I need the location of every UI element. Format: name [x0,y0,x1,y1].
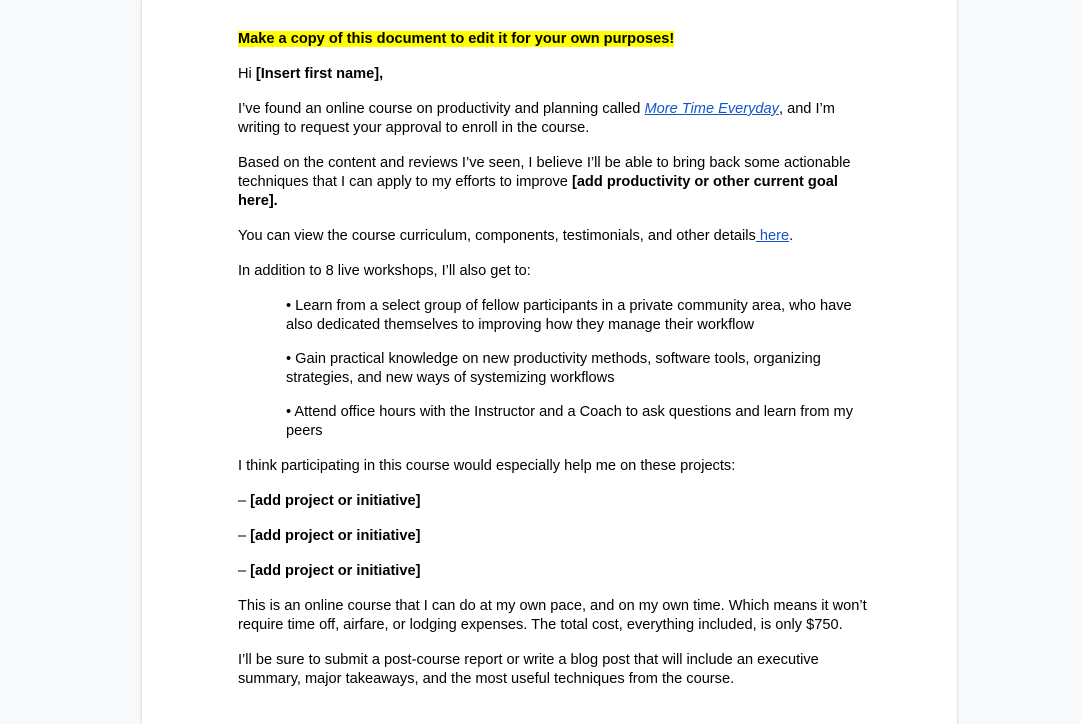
list-item: • Attend office hours with the Instructor and a Coach to ask questions and learn from my peers [286,404,854,439]
greeting-text: Hi [238,66,256,82]
list-item: • Gain practical knowledge on new productivity methods, software tools, organizing strategies, and new ways of systemizing workflows [286,351,821,386]
document-body[interactable] [238,30,868,705]
goal-placeholder: [add productivity or other current goal here]. [238,174,838,209]
project-dash: – [238,528,251,544]
report-paragraph: I’ll be sure to submit a post-course report or write a blog post that will include an executive summary, major takeaways, and the most useful techniques from the course. [238,652,819,687]
workshops-paragraph: In addition to 8 live workshops, I’ll also get to: [238,263,531,279]
notice-paragraph [238,30,868,49]
list-item: • Learn from a select group of fellow participants in a private community area, who have also dedicated themselves to improving how they manage their workflow [286,298,852,333]
benefits-list [286,297,866,441]
goal-paragraph [238,154,868,211]
course-link[interactable]: More Time Everyday [644,101,779,117]
project-placeholder: [add project or initiative] [250,493,421,509]
greeting-paragraph [238,65,868,84]
intro-text-after: , and I’m writing to request your approval to enroll in the course. [238,101,835,136]
project-item [238,562,868,581]
project-item [238,527,868,546]
details-period: . [789,228,794,244]
details-paragraph [238,227,868,246]
details-here-link[interactable]: here [755,228,790,244]
project-placeholder: [add project or initiative] [250,528,421,544]
goal-text: Based on the content and reviews I’ve seen, I believe I’ll be able to bring back some actionable techniques that I can apply to my efforts to improve [238,155,851,190]
highlighted-notice: Make a copy of this document to edit it for your own purposes! [238,31,675,47]
projects-intro-paragraph: I think participating in this course would especially help me on these projects: [238,458,736,474]
first-name-placeholder: [Insert first name], [255,66,384,82]
details-text: You can view the course curriculum, components, testimonials, and other details [238,228,756,244]
project-item [238,492,868,511]
project-dash: – [238,563,251,579]
project-dash: – [238,493,251,509]
cost-paragraph: This is an online course that I can do at my own pace, and on my own time. Which means it won’t require time off, airfare, or lodging expenses. The total cost, everything included, is only $750. [238,598,867,633]
intro-paragraph [238,100,868,138]
project-placeholder: [add project or initiative] [250,563,421,579]
document-page [141,0,958,724]
intro-text-before: I’ve found an online course on productivity and planning called [238,101,645,117]
